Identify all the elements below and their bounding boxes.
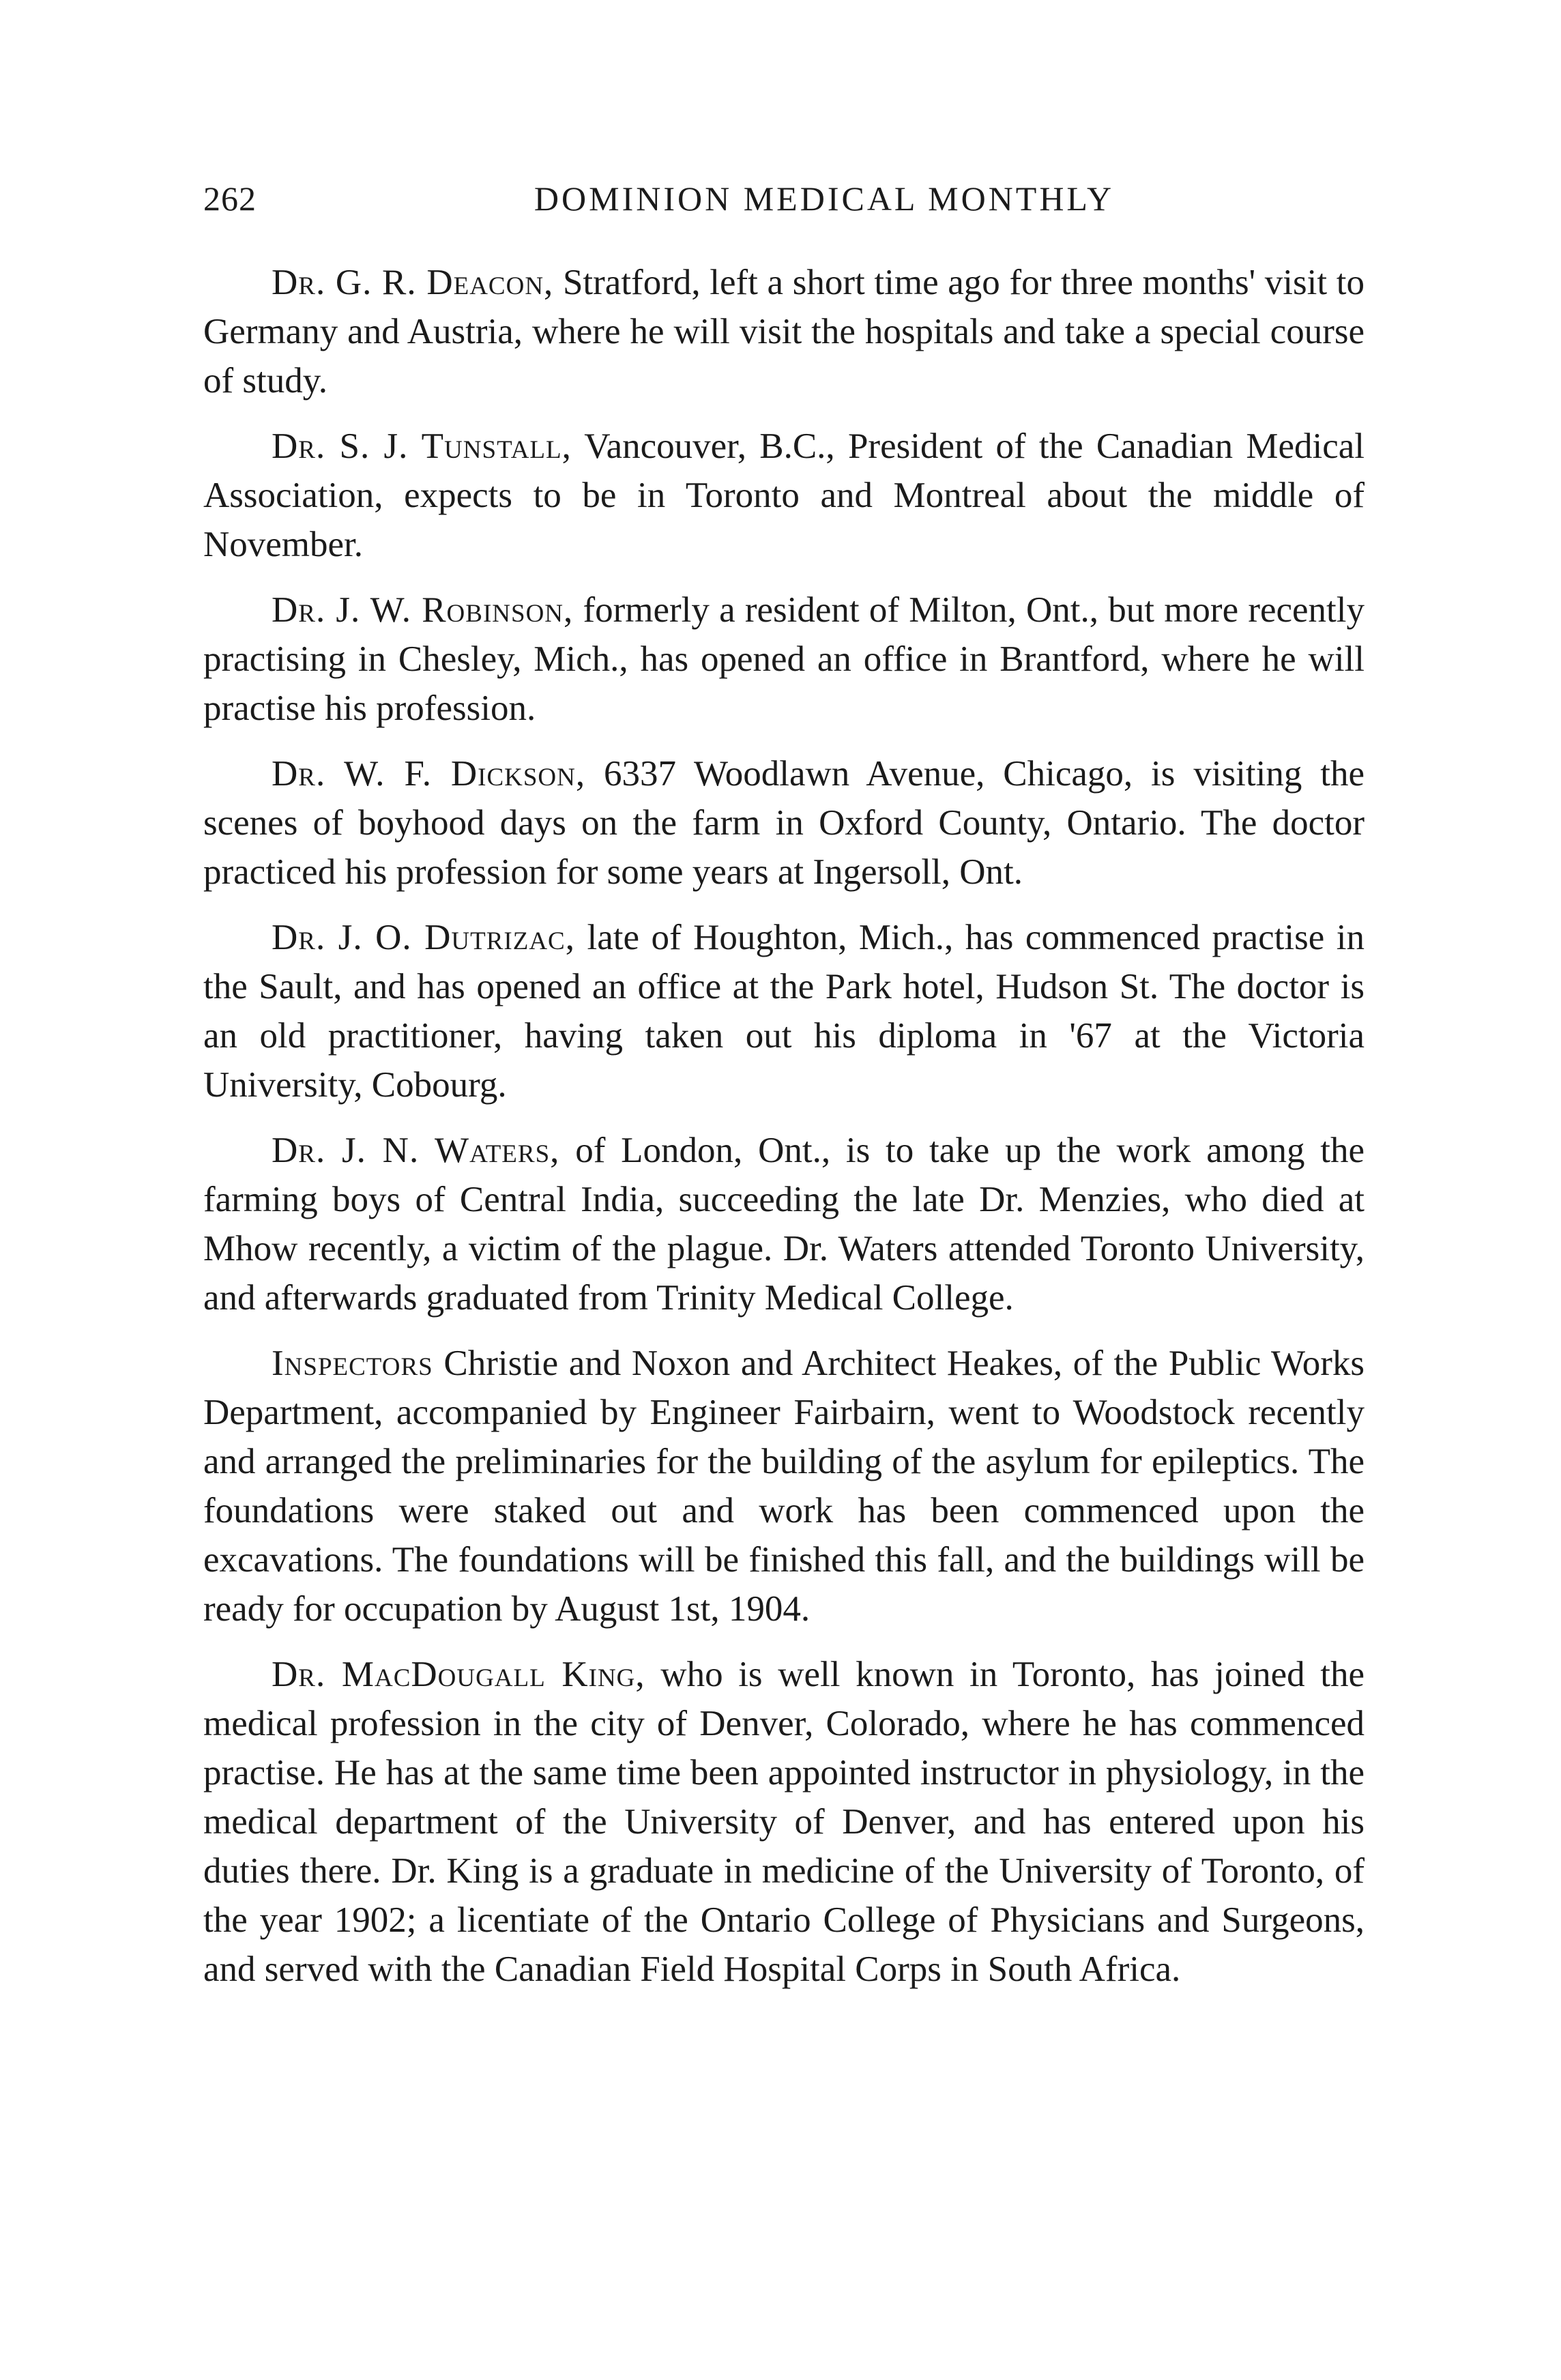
paragraph-inspectors [203, 1339, 1365, 1634]
paragraph-robinson [203, 585, 1365, 733]
paragraph-text: 6337 Woodlawn Avenue, Chicago, is visiting the scenes of boyhood days on the farm in Oxford County, Ontario. The doctor practiced his profession for some years at Ingersoll, Ont. [203, 754, 1365, 892]
paragraph-text: formerly a resident of Milton, Ont., but more recently practising in Chesley, Mich., has opened an office in Brantford, where he will practise his profession. [203, 590, 1365, 728]
paragraph-lead: Dr. J. W. Robinson, [272, 590, 574, 630]
paragraph-lead: Dr. W. F. Dickson, [272, 754, 586, 794]
paragraph-lead: Dr. S. J. Tunstall, [272, 426, 572, 466]
paragraph-text: of London, Ont., is to take up the work among the farming boys of Central India, succeeding the late Dr. Menzies, who died at Mhow recently, a victim of the plague. Dr. Waters attended Toronto University, and afterwards graduated from Trinity Medical College. [203, 1131, 1365, 1318]
paragraph-lead: Dr. MacDougall King, [272, 1655, 645, 1694]
paragraph-text: Vancouver, B.C., President of the Canadian Medical Association, expects to be in Toronto and Montreal about the middle of November. [203, 426, 1365, 564]
paragraph-tunstall [203, 422, 1365, 569]
paragraph-lead: Inspectors [272, 1344, 433, 1383]
paragraph-text: late of Houghton, Mich., has commenced practise in the Sault, and has opened an office at the Park hotel, Hudson St. The doctor is an old practitioner, having taken out his diploma in '67 at the Victoria University, Cobourg. [203, 918, 1365, 1105]
paragraph-text: who is well known in Toronto, has joined the medical profession in the city of Denver, Colorado, where he has commenced practise. He has at the same time been appointed instructor in physiology, in the medical department of the University of Denver, and has entered upon his duties there. Dr. King is a graduate in medicine of the University of Toronto, of the year 1902; a licentiate of the Ontario College of Physicians and Surgeons, and served with the Canadian Field Hospital Corps in South Africa. [203, 1655, 1365, 1989]
page-number: 262 [203, 179, 257, 218]
paragraph-lead: Dr. J. N. Waters, [272, 1131, 560, 1170]
journal-title: DOMINION MEDICAL MONTHLY [534, 179, 1115, 218]
running-head [203, 179, 1363, 227]
paragraph-dickson [203, 749, 1365, 897]
paragraph-king [203, 1650, 1365, 1994]
paragraph-lead: Dr. J. O. Dutrizac, [272, 918, 575, 957]
paragraph-lead: Dr. G. R. Deacon, [272, 263, 554, 302]
paragraph-text: Christie and Noxon and Architect Heakes, of the Public Works Department, accompanied by Engineer Fairbairn, went to Woodstock recently and arranged the preliminaries for the building of the asylum for epileptics. The foundations were staked out and work has been commenced upon the excavations. The foundations will be finished this fall, and the buildings will be ready for occupation by August 1st, 1904. [203, 1344, 1365, 1629]
article-body [203, 258, 1365, 2010]
paragraph-text: Stratford, left a short time ago for three months' visit to Germany and Austria, where he will visit the hospitals and take a special course of study. [203, 263, 1365, 401]
paragraph-dutrizac [203, 913, 1365, 1109]
paragraph-deacon [203, 258, 1365, 405]
paragraph-waters [203, 1126, 1365, 1322]
